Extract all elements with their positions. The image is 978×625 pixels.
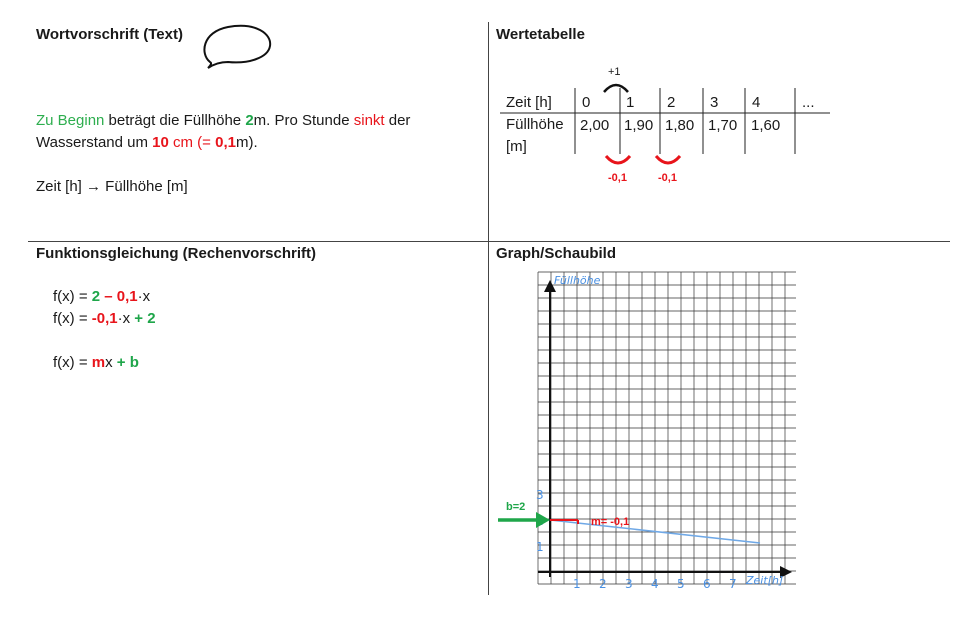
table-time-4: 4 [752,94,761,111]
intercept-label: b=2 [506,501,526,513]
q1-text-line1: Zu Beginn beträgt die Füllhöhe 2m. Pro Stunde sinkt der [36,112,411,129]
plus-one-label: +1 [608,66,621,78]
table-height-3: 1,70 [708,117,738,134]
minus-label-2: -0,1 [658,172,677,184]
y-tick-label: 1 [536,540,544,554]
graph-canvas [496,262,806,592]
table-time-more: ... [802,94,815,111]
x-tick-label: 6 [703,577,711,591]
slope-label: m= -0,1 [591,516,630,528]
table-height-1: 1,90 [624,117,654,134]
table-time-2: 2 [667,94,676,111]
table-height-label: Füllhöhe [m] [506,116,564,155]
speech-bubble-icon [198,22,276,72]
table-time-1: 1 [626,94,635,111]
y-axis-label: Füllhöhe [554,274,601,287]
x-tick-label: 3 [625,577,633,591]
q1-mapping: Zeit [h] → Füllhöhe [m] [36,178,188,195]
table-time-0: 0 [582,94,591,111]
equation-3: f(x) = mx + b [53,354,139,371]
table-height-0: 2,00 [580,117,610,134]
x-tick-label: 2 [599,577,607,591]
table-height-2: 1,80 [665,117,695,134]
q4-title: Graph/Schaubild [496,245,617,262]
q1-text-line2: Wasserstand um 10 cm (= 0,1m). [36,134,258,151]
table-height-4: 1,60 [751,117,781,134]
x-tick-label: 1 [573,577,581,591]
q1-title: Wortvorschrift (Text) [36,26,183,43]
table-time-label: Zeit [h] [506,94,552,111]
x-tick-label: 4 [651,577,659,591]
x-axis-label: Zeit[h] [746,574,784,587]
q3-title: Funktionsgleichung (Rechenvorschrift) [36,245,317,262]
x-tick-label: 7 [729,577,737,591]
y-tick-label: 3 [536,488,544,502]
minus-arcs [602,152,692,170]
graph-grid [538,272,796,584]
minus-label-1: -0,1 [608,172,627,184]
table-time-3: 3 [710,94,719,111]
q2-title: Wertetabelle [496,26,585,43]
vertical-divider [488,22,489,595]
equation-2: f(x) = -0,1·x + 2 [53,310,156,327]
horizontal-divider [28,241,950,242]
equation-1: f(x) = 2 – 0,1·x [53,288,151,305]
x-tick-label: 5 [677,577,685,591]
